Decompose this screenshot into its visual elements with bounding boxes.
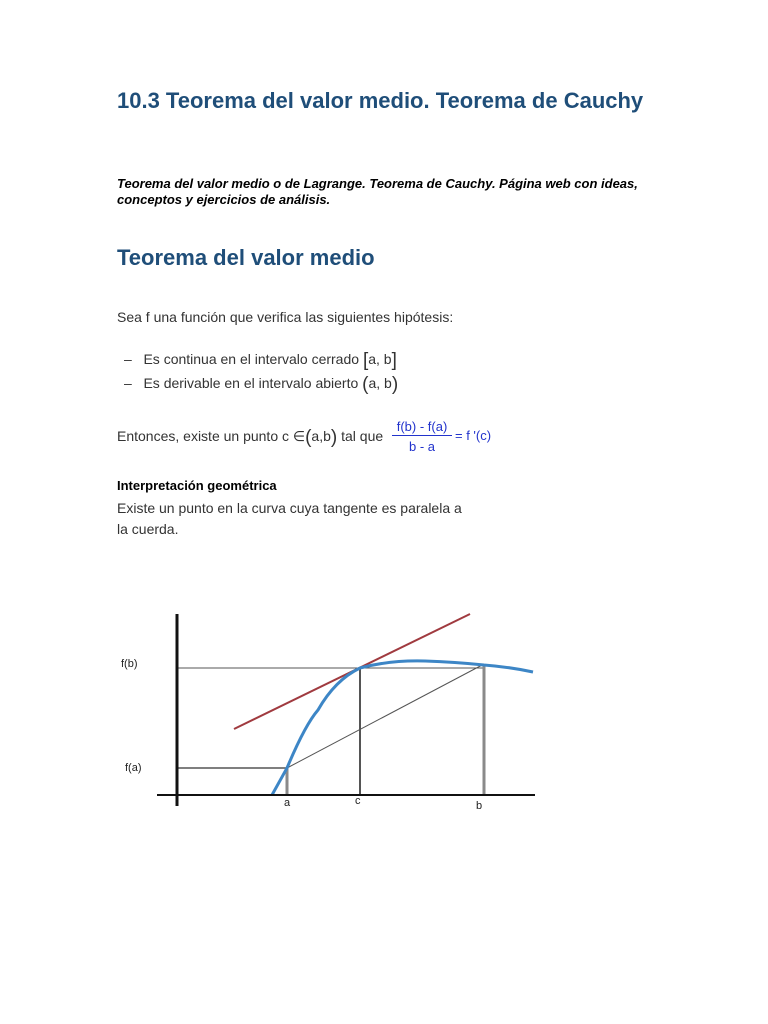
conclusion-text: Entonces, existe un punto c ∈ [117, 428, 306, 444]
b-tick-label: b [476, 800, 483, 812]
hypothesis-bullet: – [124, 351, 132, 367]
interval-paren-close: ) [391, 374, 399, 395]
paren-close: ) [330, 427, 338, 448]
fa-label: f(a) [125, 762, 142, 774]
secant-chord [287, 664, 484, 768]
interval-inner: a, b [368, 351, 392, 367]
hypothesis-text: Es continua en el intervalo cerrado [143, 351, 360, 367]
interval-paren-open: ( [362, 374, 369, 395]
paren-open: ( [305, 427, 312, 448]
page-title: 10.3 Teorema del valor medio. Teorema de Cauchy [117, 88, 644, 113]
hypothesis-text: Es derivable en el intervalo abierto [143, 375, 359, 391]
derivative-rhs: = f '(c) [455, 428, 492, 443]
interval-inner: a, b [368, 375, 392, 391]
interpretation-title: Interpretación geométrica [117, 478, 277, 493]
conclusion-interval: a,b [311, 428, 331, 444]
fraction-numerator: f(b) - f(a) [392, 419, 452, 436]
conclusion-tail: tal que [341, 428, 384, 444]
interval-bracket-close: ] [391, 350, 397, 371]
hypothesis-bullet: – [124, 375, 132, 391]
c-tick-label: c [355, 795, 361, 807]
page-subtitle: Teorema del valor medio o de Lagrange. Teorema de Cauchy. Página web con ideas, conceptos y ejercicios de análisis. [117, 176, 638, 207]
fb-label: f(b) [121, 658, 138, 670]
interval-bracket-open: [ [362, 350, 369, 371]
a-tick-label: a [284, 797, 291, 809]
interpretation-text: Existe un punto en la curva cuya tangente es paralela a la cuerda. [117, 500, 462, 537]
function-curve [272, 661, 533, 795]
intro-text: Sea f una función que verifica las siguientes hipótesis: [117, 309, 454, 325]
fraction-denominator: b - a [408, 439, 435, 454]
section-title: Teorema del valor medio [117, 245, 375, 270]
